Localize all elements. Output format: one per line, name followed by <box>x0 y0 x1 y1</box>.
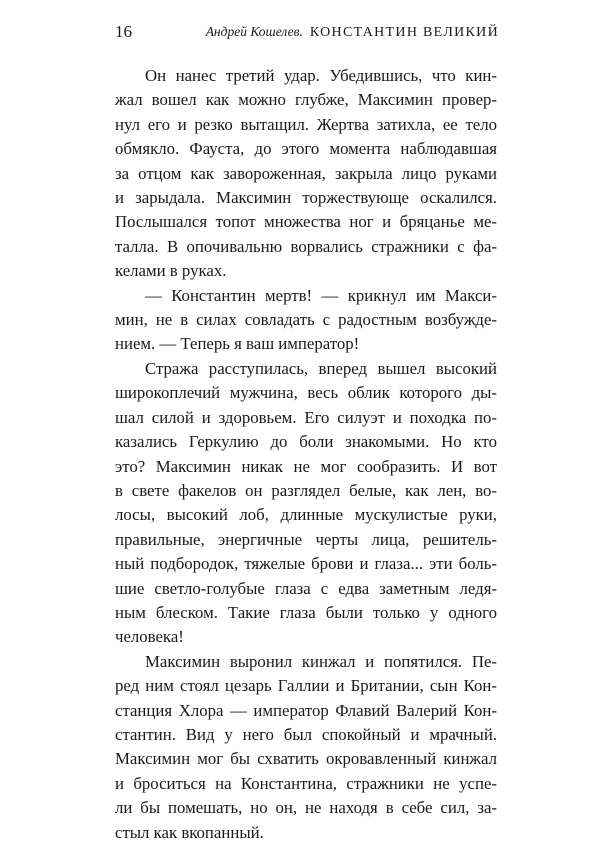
text-line: станция Хлора — император Флавий Валерий Кон- <box>115 700 497 720</box>
text-line: жал вошел как можно глубже, Максимин провер- <box>115 90 497 110</box>
text-line: Послышался топот множества ног и бряцанье ме- <box>115 212 497 232</box>
text-line: ред ним стоял цезарь Галлии и Британии, сын Кон- <box>115 676 497 696</box>
running-header <box>115 20 499 44</box>
text-line: келами в руках. <box>115 261 227 281</box>
text-line: ным блеском. Такие глаза были только у одного <box>115 602 497 622</box>
text-line: нием. — Теперь я ваш император! <box>115 334 360 354</box>
text-line: талла. В опочивальню ворвались стражники с фа- <box>115 236 497 256</box>
text-line: это? Максимин никак не мог сообразить. И вот <box>115 456 497 476</box>
text-line: и броситься на Константина, стражники не успе- <box>115 773 497 793</box>
paragraph-2 <box>115 284 497 357</box>
header-title-group <box>206 20 499 45</box>
text-line: мин, не в силах совладать с радостным возбужде- <box>115 310 497 330</box>
text-line: за отцом как завороженная, закрыла лицо руками <box>115 163 497 183</box>
text-line: широкоплечий мужчина, весь облик которого ды- <box>115 383 497 403</box>
text-line: стантин. Вид у него был спокойный и мрачный. <box>115 724 497 744</box>
page-number: 16 <box>115 22 132 41</box>
text-line: казались Геркулию до боли знакомыми. Но кто <box>115 432 497 452</box>
text-line: ли бы помешать, но он, не находя в себе сил, за- <box>115 798 497 818</box>
paragraph-1 <box>115 64 497 284</box>
paragraph-3 <box>115 357 497 650</box>
text-line: шал силой и здоровьем. Его силуэт и походка по- <box>115 407 497 427</box>
text-line: нул его и резко вытащил. Жертва затихла, ее тело <box>115 114 497 134</box>
text-line: в свете факелов он разглядел белые, как лен, во- <box>115 480 497 500</box>
text-line: ный подбородок, тяжелые брови и глаза... эти боль- <box>115 554 497 574</box>
text-line: обмякло. Фауста, до этого момента наблюдавшая <box>115 139 497 159</box>
text-line: Стража расступилась, вперед вышел высокий <box>145 358 497 378</box>
text-line: и зарыдала. Максимин торжествующе оскалился. <box>115 188 497 208</box>
author-name: Андрей Кошелев. <box>205 24 303 39</box>
text-line: лосы, высокий лоб, длинные мускулистые руки, <box>115 505 497 525</box>
text-line: стыл как вкопанный. <box>115 822 264 842</box>
text-line: человека! <box>115 627 184 647</box>
text-line: Максимин мог бы схватить окровавленный кинжал <box>115 749 497 769</box>
book-title: КОНСТАНТИН ВЕЛИКИЙ <box>309 25 499 40</box>
text-line: — Константин мертв! — крикнул им Макси- <box>145 285 497 305</box>
paragraph-4 <box>115 650 497 845</box>
text-line: Он нанес третий удар. Убедившись, что кин- <box>145 66 497 85</box>
text-line: Максимин выронил кинжал и попятился. Пе- <box>145 651 497 671</box>
body-text <box>115 64 497 845</box>
text-line: правильные, энергичные черты лица, решитель- <box>115 529 497 549</box>
text-line: шие светло-голубые глаза с едва заметным ледя- <box>115 578 497 598</box>
